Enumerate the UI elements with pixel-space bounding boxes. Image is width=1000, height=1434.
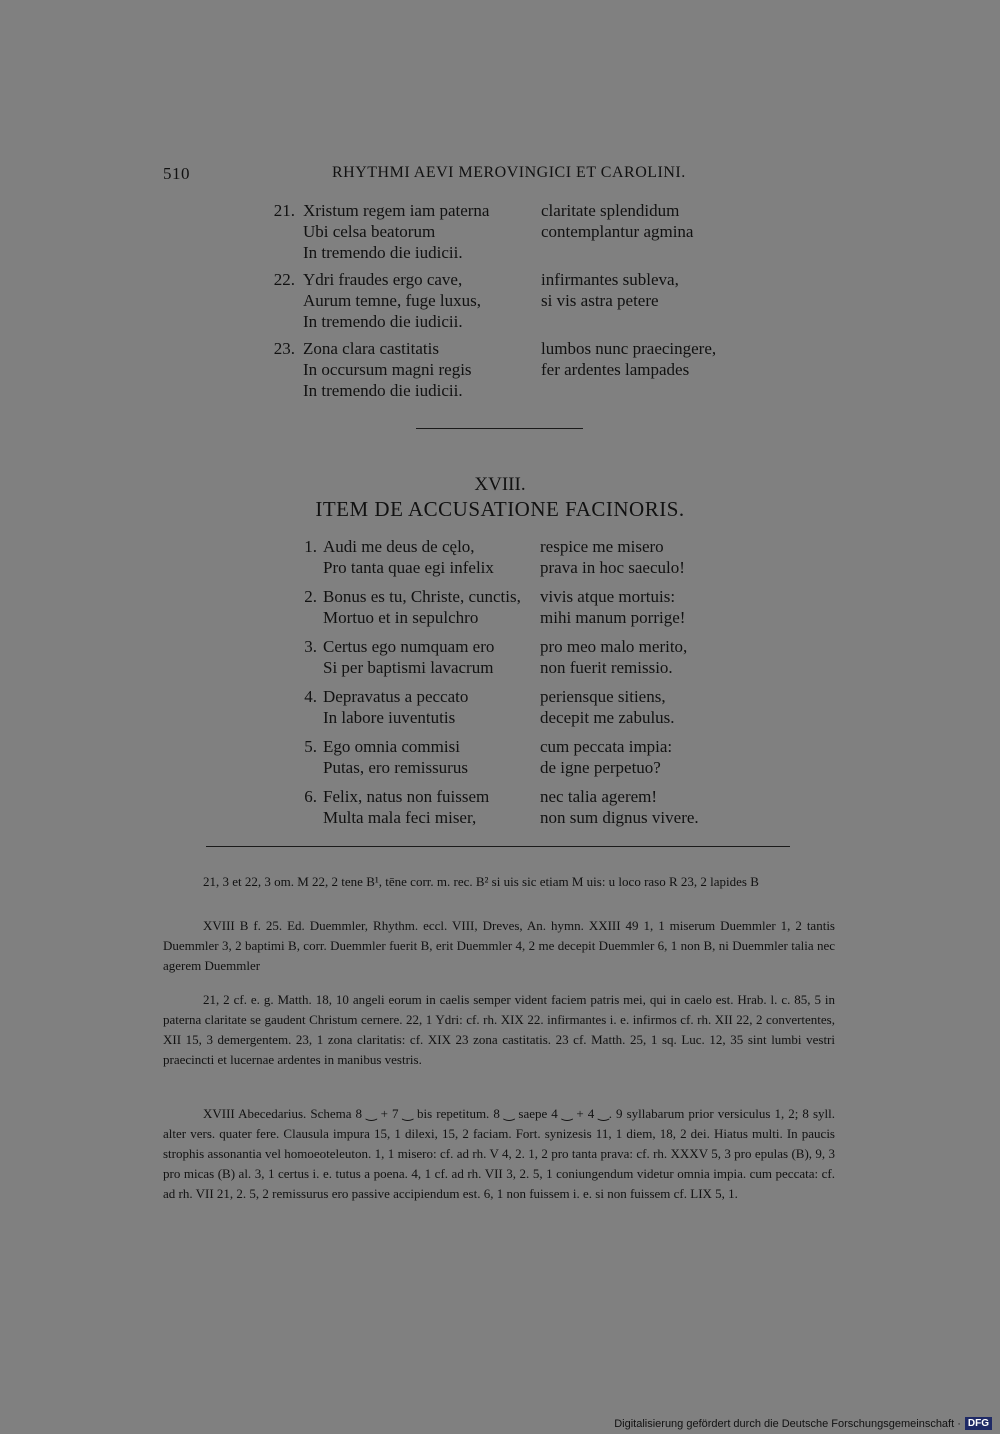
verse-first-half: In tremendo die iudicii. — [303, 381, 463, 400]
verse-first-half: Multa mala feci miser, — [323, 808, 477, 827]
stanza-number: 21. — [273, 201, 295, 220]
footnote-rule — [206, 846, 790, 847]
stanza-number: 6. — [304, 787, 317, 806]
verse-first-half: Si per baptismi lavacrum — [323, 658, 494, 677]
verse-first-half: Putas, ero remissurus — [323, 758, 468, 777]
stanza-number: 3. — [304, 637, 317, 656]
section-title: ITEM DE ACCUSATIONE FACINORIS. — [315, 497, 685, 521]
verse-second-half: claritate splendidum — [541, 201, 680, 220]
verse-first-half: In occursum magni regis — [303, 360, 472, 379]
footer-credit — [614, 1417, 992, 1430]
verse-second-half: non fuerit remissio. — [540, 658, 673, 677]
verse-second-half: infirmantes subleva, — [541, 270, 679, 289]
commentary-note-2: XVIII Abecedarius. Schema 8 ‿ + 7 ‿ bis repetitum. 8 ‿ saepe 4 ‿ + 4 ‿. 9 syllabarum prior versiculus 1, 2; 8 syll. alter vers. quater fere. Clausula impura 15, 1 dilexi, 15, 2 faciam. Fort. synizesis 11, 1 diem, 18, 2 dei. Hiatus multi. In paucis strophis assonantia vel homoeoteleuton. 1, 1 misero: cf. ad rh. V 4, 2. 1, 2 pro tanta prava: cf. rh. XXXV 5, 3 pro epulas (B), 9, 3 pro micas (B) al. 3, 1 certus i. e. tutus a poena. 4, 1 cf. ad rh. VII 3, 2. 5, 1 coniungendum videtur omnia impia. cum peccata: cf. ad rh. VII 21, 2. 5, 2 remissurus ero passive accipiendum est. 6, 1 non fuissem i. e. si non fuissem cf. LIX 5, 1. — [163, 1106, 835, 1201]
verse-first-half: Felix, natus non fuissem — [323, 787, 490, 806]
verse-second-half: si vis astra petere — [541, 291, 659, 310]
running-title: RHYTHMI AEVI MEROVINGICI ET CAROLINI. — [332, 164, 686, 181]
verse-first-half: Mortuo et in sepulchro — [323, 608, 479, 627]
verse-second-half: contemplantur agmina — [541, 222, 694, 241]
verse-first-half: Ego omnia commisi — [323, 737, 460, 756]
verse-first-half: In tremendo die iudicii. — [303, 243, 463, 262]
verse-first-half: Ubi celsa beatorum — [303, 222, 436, 241]
verse-second-half: non sum dignus vivere. — [540, 808, 699, 827]
verse-first-half: In tremendo die iudicii. — [303, 312, 463, 331]
apparatus-note-1: 21, 3 et 22, 3 om. M 22, 2 tene B¹, tēne corr. m. rec. B² si uis sic etiam M uis: u loco raso R 23, 2 lapides B — [203, 874, 759, 889]
verse-second-half: vivis atque mortuis: — [540, 587, 676, 606]
verse-first-half: Ydri fraudes ergo cave, — [303, 270, 463, 289]
footer-text: Digitalisierung gefördert durch die Deutsche Forschungsgemeinschaft · — [614, 1417, 961, 1430]
stanza-number: 22. — [273, 270, 295, 289]
page-number: 510 — [163, 164, 190, 183]
apparatus-note-2: XVIII B f. 25. Ed. Duemmler, Rhythm. eccl. VIII, Dreves, An. hymn. XXIII 49 1, 1 miserum Duemmler 1, 2 tantis Duemmler 3, 2 baptimi B, corr. Duemmler fuerit B, erit Duemmler 4, 2 me decepit Duemmler 6, 1 non B, ni Duemmler talia nec agerem Duemmler — [163, 918, 835, 973]
verse-first-half: Bonus es tu, Christe, cunctis, — [323, 587, 521, 606]
verse-first-half: Xristum regem iam paterna — [303, 201, 490, 220]
verse-first-half: Certus ego numquam ero — [323, 637, 495, 656]
verse-first-half: Pro tanta quae egi infelix — [323, 558, 494, 577]
dfg-logo: DFG — [965, 1417, 992, 1430]
verse-second-half: pro meo malo merito, — [540, 637, 688, 656]
verse-second-half: cum peccata impia: — [540, 737, 673, 756]
verse-second-half: decepit me zabulus. — [540, 708, 675, 727]
verse-second-half: periensque sitiens, — [540, 687, 666, 706]
verse-first-half: Depravatus a peccato — [323, 687, 469, 706]
verse-first-half: Aurum temne, fuge luxus, — [303, 291, 481, 310]
stanza-number: 1. — [304, 537, 317, 556]
verse-second-half: lumbos nunc praecingere, — [541, 339, 717, 358]
verse-second-half: fer ardentes lampades — [541, 360, 690, 379]
verse-second-half: mihi manum porrige! — [540, 608, 686, 627]
verse-second-half: respice me misero — [540, 537, 664, 556]
stanza-number: 23. — [273, 339, 295, 358]
verse-first-half: Audi me deus de cęlo, — [323, 537, 475, 556]
verse-first-half: In labore iuventutis — [323, 708, 456, 727]
verse-second-half: de igne perpetuo? — [540, 758, 661, 777]
stanza-number: 5. — [304, 737, 317, 756]
stanza-number: 4. — [304, 687, 317, 706]
verse-second-half: nec talia agerem! — [540, 787, 658, 806]
verse-first-half: Zona clara castitatis — [303, 339, 439, 358]
verse-second-half: prava in hoc saeculo! — [540, 558, 685, 577]
section-number: XVIII. — [474, 474, 526, 495]
stanza-number: 2. — [304, 587, 317, 606]
section-divider — [416, 428, 583, 429]
commentary-note-1: 21, 2 cf. e. g. Matth. 18, 10 angeli eorum in caelis semper vident faciem patris mei, qui in caelo est. Hrab. l. c. 85, 5 in paterna claritate se gaudent Christum cernere. 22, 1 Ydri: cf. rh. XIX 22. infirmantes i. e. infirmos cf. rh. XII 22, 2 convertentes, XII 15, 3 demergentem. 23, 1 zona claritatis: cf. XIX 23 zona castitatis. 23 cf. Matth. 25, 1 sq. Luc. 12, 35 sint lumbi vestri praecincti et lucernae ardentes in manibus vestris. — [163, 992, 835, 1067]
